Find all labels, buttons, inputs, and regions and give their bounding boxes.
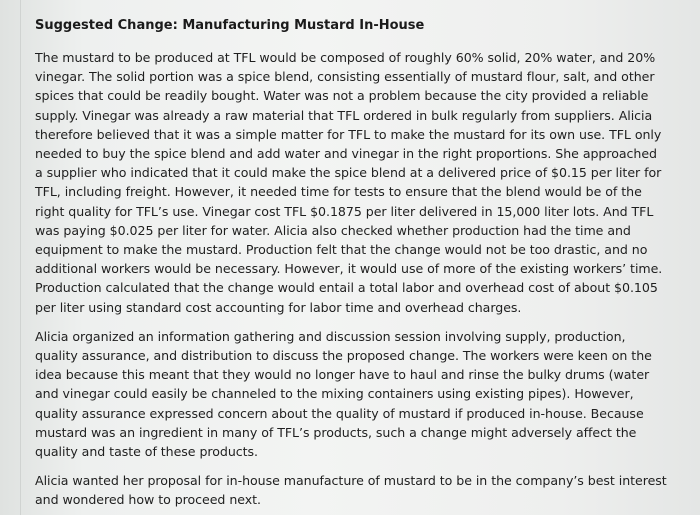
paragraph-2: Alicia organized an information gathering and discussion session involving supply, production, quality assurance, and distribution to discuss the proposed change. The workers were keen on the idea because this meant that they would no longer have to haul and rinse the bulky drums (water and vinegar could easily be channeled to the mixing containers using existing pipes). However, quality assurance expressed concern about the quality of mustard if produced in-house. Because mustard was an ingredient in many of TFL’s products, such a change might adversely affect the quality and taste of these products. <box>35 328 652 460</box>
paragraph-1: The mustard to be produced at TFL would be composed of roughly 60% solid, 20% water, and 20% vinegar. The solid portion was a spice blend, consisting essentially of mustard flour, salt, and other spices that could be readily bought. Water was not a problem because the city provided a reliable supply. Vinegar was already a raw material that TFL ordered in bulk regularly from suppliers. Alicia therefore believed that it was a simple matter for TFL to make the mustard for its own use. TFL only needed to buy the spice blend and add water and vinegar in the right proportions. She approached a supplier who indicated that it could make the spice blend at a delivered price of $0.15 per liter for TFL, including freight. However, it needed time for tests to ensure that the blend would be of the right quality for TFL’s use. Vinegar cost TFL $0.1875 per liter delivered in 15,000 liter lots. And TFL was paying $0.025 per liter for water. Alicia also checked whether production had the time and equipment to make the mustard. Production felt that the change would not be too drastic, and no additional workers would be necessary. However, it would use of more of the existing workers’ time. Production calculated that the change would entail a total labor and overhead cost of about $0.105 per liter using standard cost accounting for labor time and overhead charges. <box>35 50 663 315</box>
page-margin-line <box>20 0 21 515</box>
paragraph-3: Alicia wanted her proposal for in-house manufacture of mustard to be in the company’s best interest and wondered how to proceed next. <box>35 473 667 508</box>
document-content <box>35 18 667 510</box>
section-heading: Suggested Change: Manufacturing Mustard In-House <box>35 18 425 33</box>
